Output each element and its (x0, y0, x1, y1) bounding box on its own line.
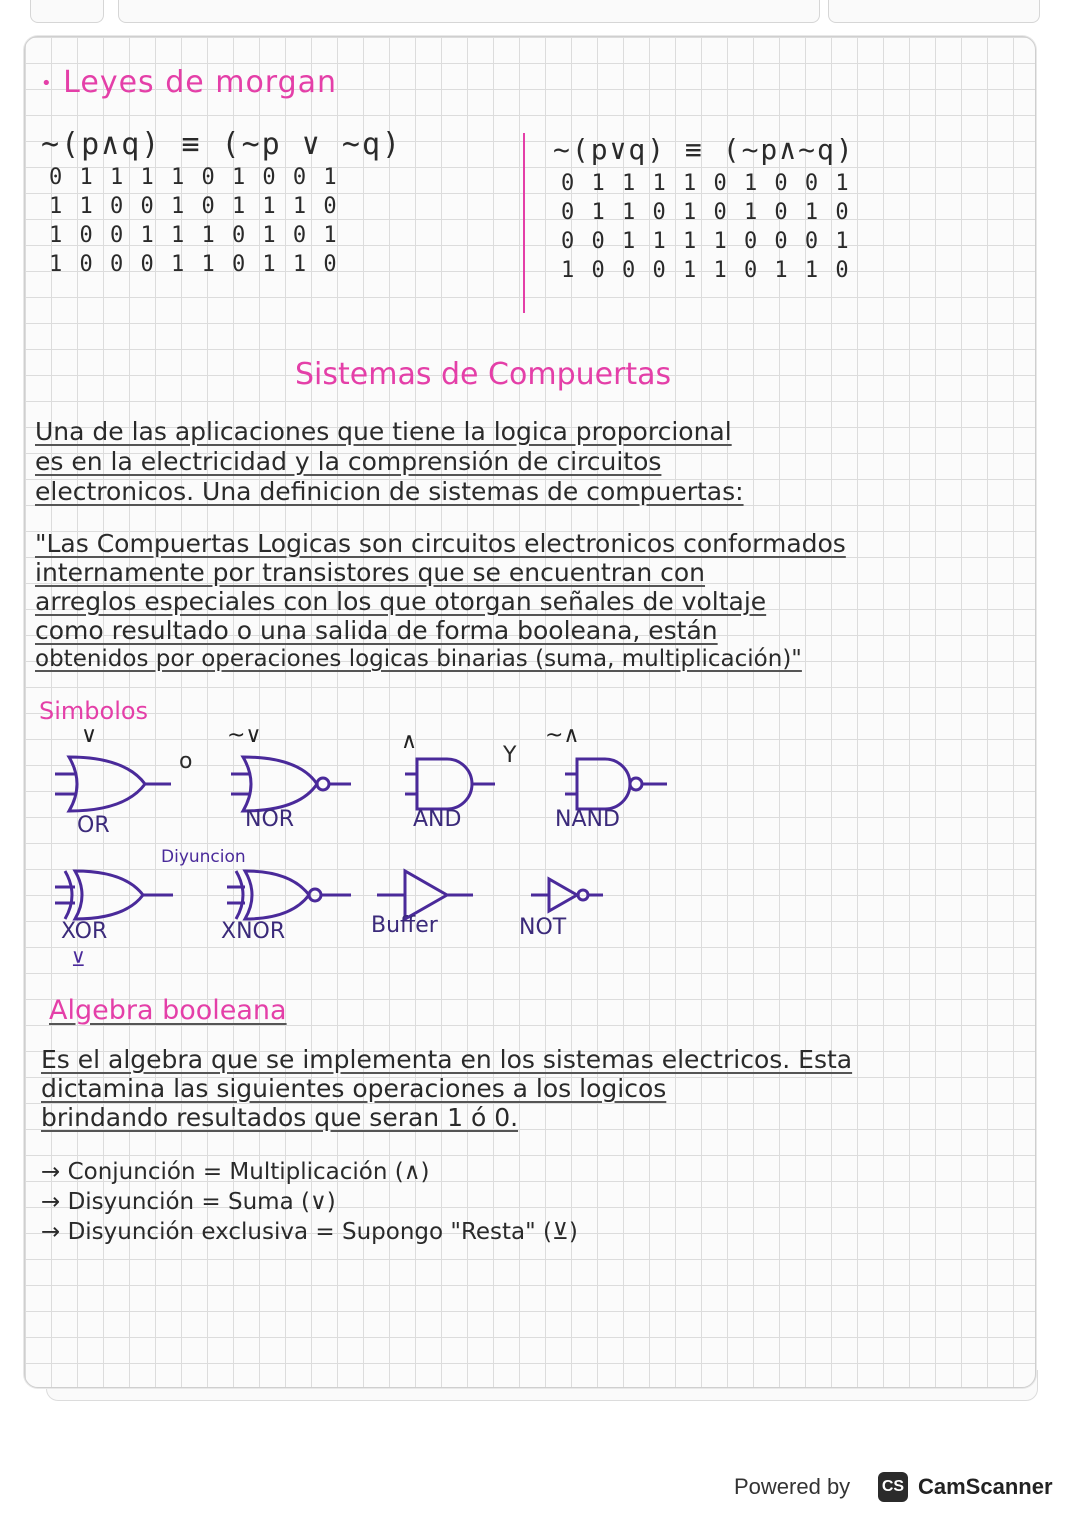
table-row: 1 0 0 1 1 1 0 1 0 1 (49, 223, 339, 248)
notebook-page (24, 36, 1036, 1388)
label-nand: NAND (555, 807, 620, 832)
text-line: brindando resultados que seran 1 ó 0. (41, 1103, 519, 1132)
list-item: → Disyunción exclusiva = Supongo "Resta" (⊻) (41, 1219, 578, 1245)
not-gate-icon (549, 879, 577, 911)
top-tab-right (828, 0, 1040, 23)
list-item: → Disyunción = Suma (∨) (41, 1189, 336, 1215)
table-row: 0 0 1 1 1 1 0 0 0 1 (561, 229, 851, 254)
nor-gate-icon (243, 757, 317, 811)
intro-paragraph (35, 417, 744, 507)
truth-table-right (561, 169, 851, 285)
label-and: AND (413, 807, 462, 832)
nand-operator: ~∧ (545, 723, 580, 748)
xor-gate-icon (75, 871, 143, 919)
operations-list (41, 1157, 578, 1247)
disyuncion-note: Diyuncion (161, 847, 246, 867)
formula-right: ~(p∨q) ≡ (~p∧~q) (553, 133, 855, 166)
text-line: internamente por transistores que se encuentran con (35, 558, 706, 587)
and-operator: ∧ (401, 729, 418, 754)
algebra-paragraph (41, 1045, 852, 1132)
table-row: 0 1 1 0 1 0 1 0 1 0 (561, 200, 851, 225)
and-gate-icon (417, 759, 472, 809)
section-title: Sistemas de Compuertas (295, 357, 672, 392)
algebra-title: Algebra booleana (49, 995, 287, 1026)
truth-table-left (49, 163, 339, 279)
top-strip (0, 0, 1080, 30)
table-row: 1 0 0 0 1 1 0 1 1 0 (561, 258, 851, 283)
table-row: 1 1 0 0 1 0 1 1 1 0 (49, 194, 339, 219)
nand-gate-icon (577, 759, 630, 809)
table-row: 0 1 1 1 1 0 1 0 0 1 (49, 165, 339, 190)
text-line: como resultado o una salida de forma booleana, están (35, 616, 718, 645)
table-row: 1 0 0 0 1 1 0 1 1 0 (49, 252, 339, 277)
text-line: "Las Compuertas Logicas son circuitos electronicos conformados (35, 529, 846, 558)
formula-left: ~(p∧q) ≡ (~p ∨ ~q) (41, 127, 403, 162)
text-line: Es el algebra que se implementa en los sistemas electricos. Esta (41, 1045, 853, 1074)
page-title: • Leyes de morgan (41, 65, 338, 100)
camscanner-logo-icon: CS (878, 1472, 908, 1502)
label-xnor: XNOR (221, 919, 286, 944)
top-tab-middle (118, 0, 820, 23)
y-word: Y (503, 743, 517, 768)
label-or: OR (77, 813, 110, 838)
label-xor: XOR (61, 919, 108, 944)
label-not: NOT (519, 915, 567, 940)
symbols-title: Simbolos (39, 697, 149, 725)
label-nor: NOR (245, 807, 295, 832)
buffer-gate-icon (405, 871, 447, 919)
or-word: o (179, 749, 193, 774)
camscanner-brand: CamScanner (918, 1474, 1053, 1499)
or-operator: ∨ (81, 723, 98, 748)
quote-paragraph (35, 529, 846, 674)
table-row: 0 1 1 1 1 0 1 0 0 1 (561, 171, 851, 196)
text-line: electronicos. Una definicion de sistemas de compuertas: (35, 477, 744, 506)
text-line: Una de las aplicaciones que tiene la logica proporcional (35, 417, 732, 446)
nor-operator: ~∨ (227, 723, 262, 748)
list-item: → Conjunción = Multiplicación (∧) (41, 1159, 430, 1185)
powered-by-text: Powered by (734, 1474, 851, 1499)
xnor-gate-icon (245, 871, 309, 919)
text-line: obtenidos por operaciones logicas binarias (suma, multiplicación)" (35, 646, 802, 672)
xor-operator: ⊻ (71, 947, 86, 971)
text-line: dictamina las siguientes operaciones a los logicos (41, 1074, 667, 1103)
or-gate-icon (69, 757, 145, 811)
table-divider (523, 133, 525, 313)
text-line: es en la electricidad y la comprensión de circuitos (35, 447, 662, 476)
top-tab-left (30, 0, 104, 23)
label-buffer: Buffer (371, 913, 438, 938)
text-line: arreglos especiales con los que otorgan señales de voltaje (35, 587, 767, 616)
